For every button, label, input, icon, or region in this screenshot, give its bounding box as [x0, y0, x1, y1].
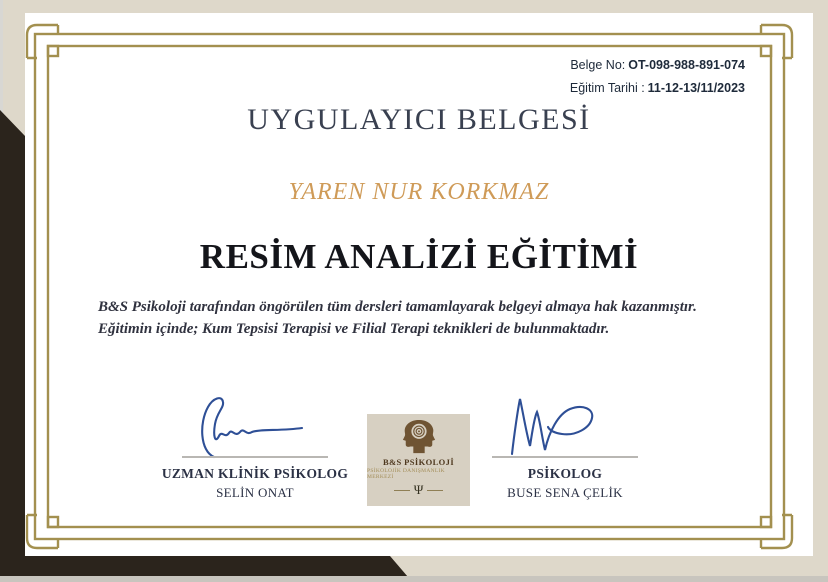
egitim-tarihi-label: Eğitim Tarihi :	[569, 81, 645, 95]
egitim-tarihi-value: 11-12-13/11/2023	[647, 81, 745, 95]
left-signer-name: SELİN ONAT	[216, 485, 294, 500]
recipient-name: YAREN NUR KORKMAZ	[288, 179, 550, 205]
divider-line-left	[394, 490, 410, 491]
belge-no-value: OT-098-988-891-074	[628, 58, 745, 72]
right-signer-title: PSİKOLOG	[527, 466, 603, 481]
signature-line-right	[492, 456, 638, 458]
logo-divider	[394, 483, 444, 497]
signature-line-left	[182, 456, 328, 458]
organization-logo	[367, 414, 470, 506]
egitim-tarihi-line	[570, 77, 745, 100]
description-line-1: B&S Psikoloji tarafından öngörülen tüm dersleri tamamlayarak belgeyi almaya hak kazanmıştır.	[98, 299, 697, 315]
belge-no-label: Belge No:	[570, 58, 626, 72]
certificate-meta	[570, 54, 745, 100]
bottom-gray-strip	[0, 576, 828, 582]
course-title: RESİM ANALİZİ EĞİTİMİ	[199, 237, 639, 276]
two-faces-psychology-icon	[397, 419, 441, 455]
divider-line-right	[427, 490, 443, 491]
signature-selin-onat	[186, 393, 306, 461]
signature-buse-sena-celik	[506, 394, 606, 460]
left-signer-title: UZMAN KLİNİK PSİKOLOG	[161, 466, 349, 481]
description-paragraph	[98, 296, 763, 340]
belge-no-line	[570, 54, 745, 77]
psi-symbol: Ψ	[413, 482, 424, 497]
left-edge-sliver	[0, 0, 3, 118]
logo-org-subtitle: PSİKOLOJİK DANIŞMANLIK MERKEZİ	[367, 468, 445, 480]
description-line-2: Eğitimin içinde; Kum Tepsisi Terapisi ve Filial Terapi teknikleri de bulunmaktadır.	[98, 321, 610, 337]
certificate-title: UYGULAYICI BELGESİ	[247, 103, 591, 136]
right-signer-name: BUSE SENA ÇELİK	[507, 485, 623, 500]
logo-org-name: B&S PSİKOLOJİ	[382, 457, 455, 467]
